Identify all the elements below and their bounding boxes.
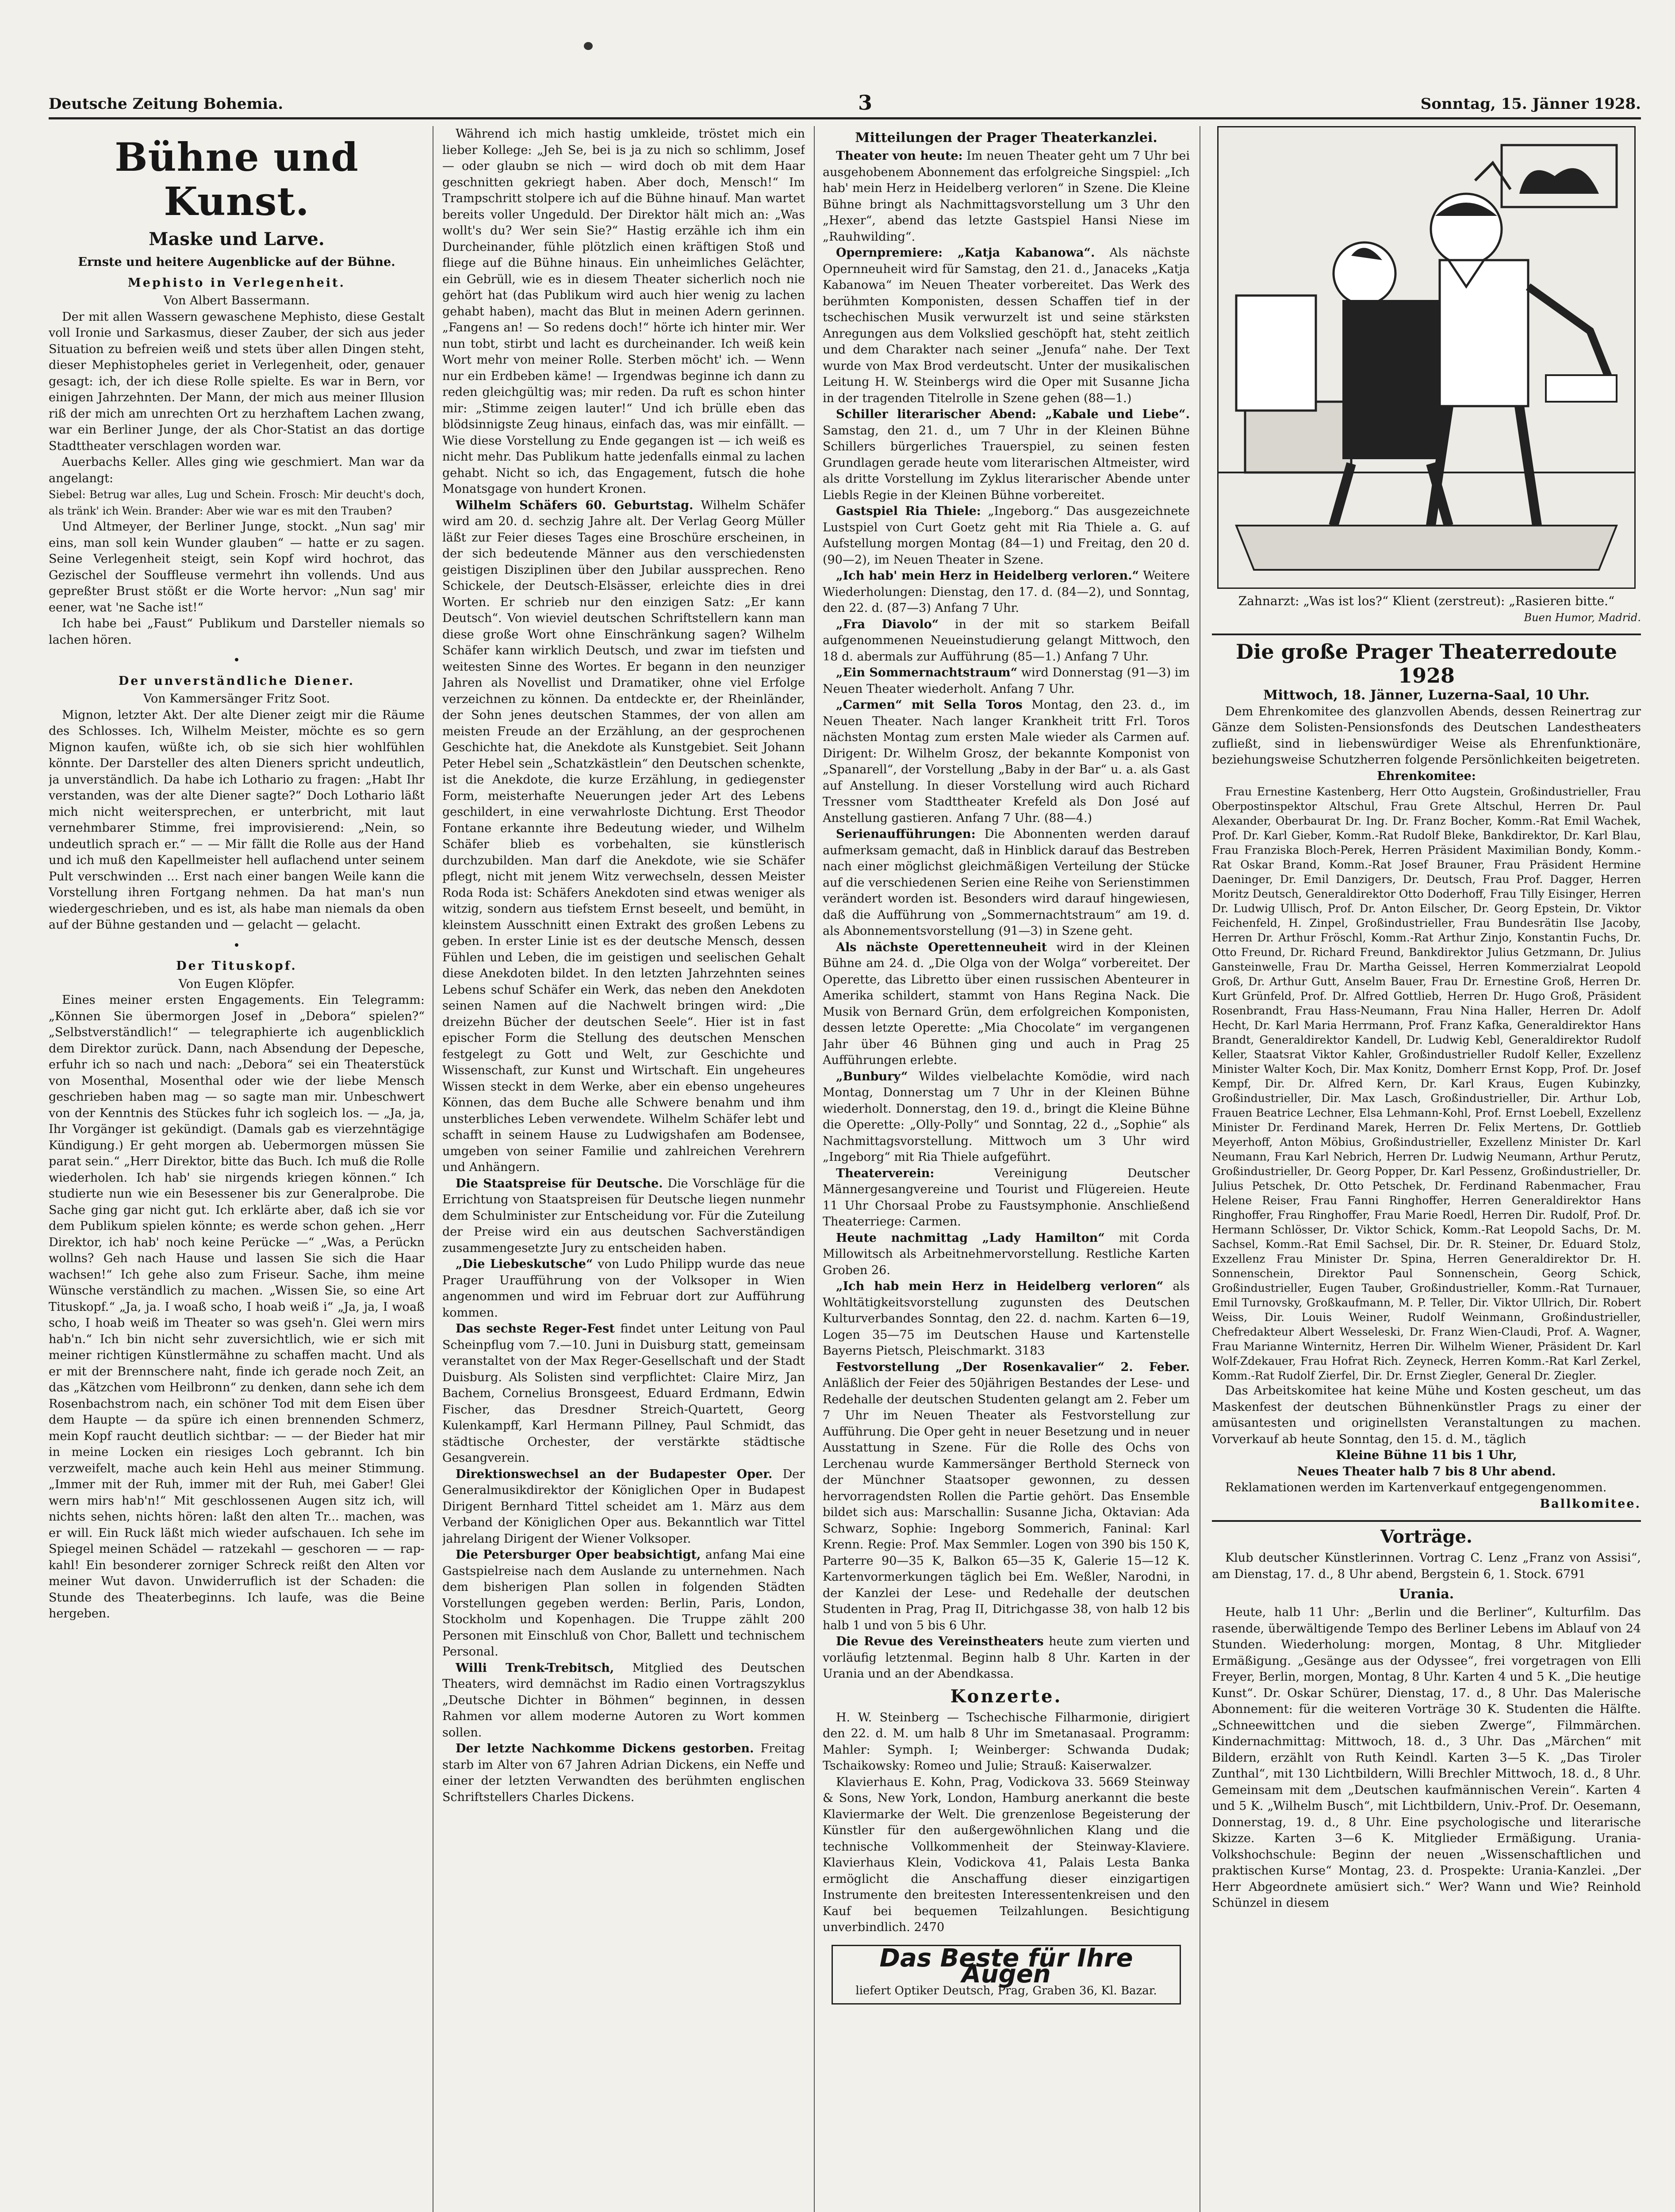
- committee-title: Ehrenkomitee:: [1377, 769, 1476, 783]
- item-text: Wilhelm Schäfer wird am 20. d. sechzig Jahre alt. Der Verlag Georg Müller läßt zur Feier dieses Tages eine Broschüre erscheinen, in der sich bedeutende Männer aus den verschiedensten geistigen Disziplinen über den Jubilar aussprechen. Reno Schickele, der Deutsch-Elsässer, erleichte dies in drei Worten. Er schrieb nur den einzigen Satz: „Er kann Deutsch“. Von wieviel deutschen Schriftstellern kann man diese große Wort ohne Einschränkung sagen? Wilhelm Schäfer kann wirklich Deutsch, und zwar im tiefsten und weitesten Sinne des Wortes. Er begann in den neunziger Jahren als Novellist und Dramatiker, ohne viel Erfolge verzeichnen zu können. Da entdeckte er, der Rheinländer, der Sohn jenes deutschen Stammes, der von allen am meisten Freude an der Erzählung, an der gesprochenen Geschichte hat, die Anekdote als Kunstgebiet. Seit Johann Peter Hebel sein „Schatzkästlein“ den Deutschen schenkte, ist die Anekdote, die kurze Erzählung, in gediegenster Form, meisterhafte Neuerungen jeder Art des Lebens geschildert, in eine verwahrloste Dichtung. Erst Theodor Fontane erkannte ihre Bedeutung wieder, und Wilhelm Schäfer blieb es vorbehalten, sie künstlerisch durchzubilden. Man darf die Anekdote, wie sie Schäfer pflegt, nicht mit jenem Witz verwechseln, dessen Meister Roda Roda ist: Schäfers Anekdoten sind etwas weniger als witzig, sondern aus tiefstem Ernst beseelt, und bemüht, in kleinstem Ausschnitt einen Extrakt des großen Lebens zu geben. In erster Linie ist es der deutsche Mensch, dessen Fühlen und Leben, die im geistigen und seelischen Gehalt diese Anekdoten bildet. In den letzten Jahrzehnten seines Lebens schuf Schäfer ein Werk, das neben den Anekdoten seinen Namen auf die Nachwelt bringen wird: „Die dreizehn Bücher der deutschen Seele“. Hier ist in fast epischer Form die Stellung des deutschen Menschen festgelegt zu Gott und Welt, zur Geschichte und Wissenschaft, zur Kunst und Wirtschaft. Ein ungeheures Wissen steckt in dem Werke, aber ein ebenso ungeheures Können, das dem Buche alle Schwere benahm und ihm unsterbliches Leben verwendete. Wilhelm Schäfer lebt und schafft in seinem Hause zu Ludwigshafen am Bodensee, umgeben von seiner Familie und zahlreichen Verehrern und Anhängern.: [442, 498, 805, 1174]
- notice-heading: Als nächste Operettenneuheit: [836, 940, 1047, 954]
- section-title: Bühne und Kunst.: [115, 134, 359, 224]
- concert-notice: H. W. Steinberg — Tschechische Filharmonie, dirigiert den 22. d. M. um halb 8 Uhr im Smetanasaal. Programm: Mahler: Symph. I; Weinberger: Schwanda Dudak; Tschaikowsky: Romeo und Julie; Strauß: Kaiserwalzer.: [823, 1710, 1190, 1773]
- notice-heading: Festvorstellung „Der Rosenkavalier“ 2. Feber.: [836, 1360, 1190, 1374]
- notice-heading: Schiller literarischer Abend: „Kabale und Liebe“.: [836, 407, 1190, 421]
- theater-notice: [823, 665, 1190, 697]
- urania-title: Urania.: [1399, 1586, 1454, 1602]
- separator: •: [233, 653, 240, 667]
- feature-title: Maske und Larve.: [149, 229, 325, 250]
- separator: •: [233, 938, 240, 952]
- concert-notice: Klavierhaus E. Kohn, Prag, Vodickova 33. 5669 Steinway & Sons, New York, London, Hamburg anerkannt die beste Klaviermarke der Welt. Die grenzenlose Begeisterung der Künstler für den außergewöhnlichen Klang und die technische Vollkommenheit der Steinway-Klaviere. Klavierhaus Klein, Vodickova 41, Palais Lesta Banka ermöglicht die Anschaffung dieser einzigartigen Instrumente den breitesten Interessentenkreisen und den Kauf bei bequemen Teilzahlungen. Besichtigung unverbindlich. 2470: [823, 1775, 1190, 1934]
- item-heading: Das sechste Reger-Fest: [456, 1322, 615, 1336]
- notice-text: als Wohltätigkeitsvorstellung zugunsten des Deutschen Kulturverbandes Sonntag, den 22. d. nachm. Karten 6—19, Logen 35—75 im Deutschen Hause und Kartenstelle Bayerns Pietsch, Pleischmarkt. 3183: [823, 1279, 1190, 1358]
- lecture-notice: Klub deutscher Künstlerinnen. Vortrag C. Lenz „Franz von Assisi“, am Dienstag, 17. d., 8 Uhr abend, Bergstein 6, 1. Stock. 6791: [1212, 1551, 1641, 1581]
- redoute-text: Dem Ehrenkomitee des glanzvollen Abends, dessen Reinertrag zur Gänze dem Solisten-Pensionsfonds des Deutschen Landestheaters zufließt, sind in liebenswürdiger Weise als Ehrenfunktionäre, beziehungsweise Schutzherren folgende Persönlichkeiten beigetreten.: [1212, 704, 1641, 767]
- newspaper-name: Deutsche Zeitung Bohemia.: [49, 95, 284, 113]
- story-text: Der mit allen Wassern gewaschene Mephisto, diese Gestalt voll Ironie und Sarkasmus, dieser Zauber, der sich aus jeder Situation zu befreien weiß und stets über allen Dingen steht, dieser Mephistopheles geriet in Verlegenheit, oder, genauer gesagt: ich, der ich diese Rolle spielte. Es war in Bern, vor einigen Jahrzehnten. Der Mann, der mich aus meiner Illusion riß der mich am unrechten Ort zu herzhaftem Lachen zwang, war ein Berliner Junge, der als Chor-Statist an das dortige Stadttheater verschlagen worden war.: [49, 310, 425, 453]
- notice-heading: Theater von heute:: [836, 149, 963, 163]
- feature-subtitle: Ernste und heitere Augenblicke auf der Bühne.: [78, 255, 395, 269]
- page-number: 3: [858, 91, 873, 115]
- story-text: Auerbachs Keller. Alles ging wie geschmiert. Man war da angelangt:: [49, 455, 425, 485]
- notice-heading: Die Revue des Vereinstheaters: [836, 1635, 1044, 1648]
- item-text: anfang Mai eine Gastspielreise nach dem Auslande zu unternehmen. Nach dem bisherigen Plan sollen in folgenden Städten Vorstellungen gegeben werden: Berlin, Paris, London, Stockholm und Kopenhagen. Die Truppe zählt 200 Personen mit Einschluß von Chor, Ballett und technischem Personal.: [442, 1548, 805, 1659]
- notice-text: Samstag, den 21. d., um 7 Uhr in der Kleinen Bühne Schillers bürgerliches Trauerspiel, zu seinen festen Grundlagen gerade heute vom literarischen Altmeister, wird als dritte Vorstellung im Zyklus literarischer Abende unter Liebls Regie in der Kleinen Bühne vorbereitet.: [823, 423, 1190, 502]
- theater-notice: [823, 148, 1190, 245]
- theater-notice: [823, 1230, 1190, 1279]
- notice-text: heute zum vierten und vorläufig letztenmal. Beginn halb 8 Uhr. Karten in der Urania und an der Abendkassa.: [823, 1635, 1190, 1681]
- story-title: Der Tituskopf.: [176, 959, 297, 973]
- cartoon-credit: Buen Humor, Madrid.: [1524, 611, 1641, 624]
- theater-notice: [823, 1166, 1190, 1230]
- redoute-hours: Kleine Bühne 11 bis 1 Uhr,: [1336, 1448, 1517, 1462]
- ad-text: liefert Optiker Deutsch, Prag, Graben 36, Kl. Bazar.: [855, 1984, 1157, 1997]
- notice-text: in der mit so starkem Beifall aufgenommenen Neueinstudierung gelangt Mittwoch, den 18 d. abermals zur Aufführung (85—1.) Anfang 7 Uhr.: [823, 617, 1190, 664]
- theater-notice: [823, 1279, 1190, 1359]
- notice-heading: „Ich hab mein Herz in Heidelberg verloren“: [836, 1279, 1164, 1293]
- story-author: Von Eugen Klöpfer.: [178, 977, 295, 991]
- story-text: Ich habe bei „Faust“ Publikum und Darsteller niemals so lachen hören.: [49, 617, 425, 647]
- story-verse: Siebel: Betrug war alles, Lug und Schein. Frosch: Mir deucht's doch, als tränk' ich Wein. Brander: Aber wie war es mit den Trauben?: [49, 488, 425, 517]
- notice-text: Anläßlich der Feier des 50jährigen Bestandes der Lese- und Redehalle der deutschen Studenten gelangt am 2. Feber um 7 Uhr im Neuen Theater als Festvorstellung zur Aufführung. Die Oper geht in neuer Besetzung und in neuer Ausstattung in Szene. Für die Rolle des Ochs von Lerchenau wurde Kammersänger Berthold Sterneck von der Münchner Staatsoper gewonnen, zu dessen hervorragendsten Rollen die Partie gehört. Das Ensemble bildet sich aus: Marschallin: Susanne Jicha, Oktavian: Ada Schwarz, Sophie: Ingeborg Sommerich, Faninal: Karl Krenn. Regie: Prof. Max Semmler. Logen von 390 bis 150 K, Parterre 90—35 K, Balkon 65—35 K, Galerie 15—12 K. Kartenvormerkungen täglich bei Em. Weßler, Narodni, in der Kanzlei der Lese- und Redehalle der deutschen Studenten in Prag, Prag II, Ditrichgasse 38, von halb 12 bis halb 1 und von 5 bis 6 Uhr.: [823, 1376, 1190, 1632]
- lectures-title: Vorträge.: [1380, 1526, 1472, 1547]
- story-author: Von Kammersänger Fritz Soot.: [143, 692, 330, 706]
- theater-notices: [823, 148, 1190, 1682]
- notice-heading: „Ich hab' mein Herz in Heidelberg verloren.“: [836, 569, 1139, 583]
- item-text: Der Generalmusikdirektor der Königlichen Oper in Budapest Dirigent Bernhard Tittel scheidet am 1. März aus dem Verband der Königlichen Oper aus. Bekanntlich war Tittel jahrelang Dirigent der Wiener Volksoper.: [442, 1467, 805, 1546]
- notice-text: wird in der Kleinen Bühne am 24. d. „Die Olga von der Wolga“ vorbereitet. Der Operette, das Libretto über einen russischen Abenteurer in Amerika schildert, stammt von Hans Regina Nack. Die Musik von Bernard Grün, dem erfolgreichen Komponisten, dessen letzte Operette: „Mia Chocolate“ im vergangenen Jahr über 46 Bühnen ging und auch in Prag 25 Aufführungen erlebte.: [823, 940, 1190, 1067]
- column-2: [442, 126, 805, 2212]
- notice-heading: Opernpremiere: „Katja Kabanowa“.: [836, 246, 1095, 260]
- notice-text: Als nächste Opernneuheit wird für Samstag, den 21. d., Janaceks „Katja Kabanowa“ im Neuen Theater vorbereitet. Das Werk des berühmten Komponisten, dessen Schaffen tief in der tschechischen Musik verwurzelt ist und seine stärksten Anregungen aus dem Volkslied geschöpft hat, steht zeitlich und dem Charakter nach seiner „Jenufa“ nahe. Der Text wurde von Max Brod verdeutscht. Unter der musikalischen Leitung H. W. Steinbergs wird die Oper mit Susanne Jicha in der tragenden Titelrolle in Szene gehen (88—1.): [823, 246, 1190, 405]
- item-heading: Willi Trenk-Trebitsch,: [456, 1661, 614, 1675]
- notice-text: wird Donnerstag (91—3) im Neuen Theater wiederholt. Anfang 7 Uhr.: [823, 666, 1190, 696]
- item-heading: Wilhelm Schäfers 60. Geburtstag.: [456, 498, 694, 512]
- story-continuation: Während ich mich hastig umkleide, tröstet mich ein lieber Kollege: „Jeh Se, bei is ja zu nich so schlimm, Josef — oder glaubn se nich — wird doch ob mit dem Haar geschnitten gekriegt haben. Aber doch, Mensch!“ Im Trampschritt stolpere ich auf die Bühne hinauf. Man wartet bereits voller Ungeduld. Der Direktor hält mich an: „Was wollt's du? Wer sein Sie?“ Hastig erzähle ich ihm ein Durcheinander, fühle plötzlich einen kräftigen Stoß und fliege auf die Bühne hinaus. Ein unheimliches Gelächter, ein Gebrüll, wie es in diesem Theater sicherlich noch nie gehört hat (das Publikum wird auch hier wenig zu lachen gehabt haben), macht das Blut in meinen Adern gerinnen. „Fangens an! — So redens doch!“ hörte ich hinter mir. Wer nun tobt, stirbt und lacht es durcheinander. Ich weiß kein Wort mehr von meiner Rolle. Sterben möcht' ich. — Wenn nur ein Erdbeben käme! — Irgendwas beginne ich dann zu reden gleichgültig was; mir reden. Da ruft es schon hinter mir: „Stimme zeigen lauter!“ Und ich brülle eben das blödsinnigste Zeug hinaus, einfach das, was mir einfällt. — Wie diese Vorstellung zu Ende gegangen ist — ich weiß es nicht mehr. Das Publikum hatte jedenfalls einmal zu lachen gehabt. Nicht so ich, das Engagement, futsch die hohe Monatsgage von hundert Kronen.: [442, 127, 805, 496]
- cartoon-caption: Zahnarzt: „Was ist los?“ Klient (zerstreut): „Rasieren bitte.“: [1238, 594, 1615, 608]
- notice-heading: „Bunbury“: [836, 1069, 908, 1083]
- item-text: Die Vorschläge für die Errichtung von Staatspreisen für Deutsche liegen nunmehr dem Schulminister zur Entscheidung vor. Für die Zuteilung der Preise wird ein aus deutschen Sachverständigen zusammengesetzte Jury zu entscheiden haben.: [442, 1176, 805, 1255]
- theater-notice: [823, 568, 1190, 617]
- column-3: [823, 126, 1190, 2212]
- redoute-subtitle: Mittwoch, 18. Jänner, Luzerna-Saal, 10 Uhr.: [1263, 687, 1590, 703]
- item-text: findet unter Leitung von Paul Scheinpflug vom 7.—10. Juni in Duisburg statt, gemeinsam veranstaltet von der Max Reger-Gesellschaft und der Stadt Duisburg. Als Solisten sind verpflichtet: Claire Mirz, Jan Bachem, Cornelius Bronsgeest, Eduard Erdmann, Edwin Fischer, das Dresdner Streich-Quartett, Georg Kulenkampff, Karl Hermann Pillney, Paul Schmidt, das städtische Orchester, der verstärkte städtische Gesangverein.: [442, 1322, 805, 1465]
- theater-notice: [823, 1359, 1190, 1634]
- story-text: Eines meiner ersten Engagements. Ein Telegramm: „Können Sie übermorgen Josef in „Debora“ spielen?“ „Selbstverständlich!“ — telegraphierte ich augenblicklich dem Direktor zurück. Dann, nach Absendung der Depesche, erfuhr ich so nach und nach: „Debora“ sei ein Theaterstück von Mosenthal, Mosenthal oder wie der liebe Mensch geschrieben haben mag — so sagte man mir. Unbeschwert von der Kenntnis des Stückes fuhr ich sogleich los. — „Ja, ja, Ihr Vorgänger ist gekündigt. (Damals gab es vierzehntägige Kündigung.) Er geht morgen ab. Uebermorgen müssen Sie parat sein.“ „Herr Direktor, bitte das Buch. Ich muß die Rolle wiederholen. Ich hab' sie nirgends kriegen können.“ Ich studierte nun wie ein Besessener bis zur Generalprobe. Die Sache ging gar nicht gut. Ich erklärte aber, daß ich sie vor dem Publikum spielen könnte; es werde schon gehen. „Herr Direktor, ich hab' noch keine Perücke —“ „Was, a Perückn wollns? Geh nach Hause und lassen Sie sich die Haar wachsen!“ Ich gehe also zum Friseur. Sache, ihm meine Wünsche verständlich zu machen. „Wissen Sie, so eine Art Tituskopf.“ „Ja, ja. I woaß scho, I hoab weiß i“ „Ja, ja, I woaß scho, I hoab weiß im Theater so was gseh'n. Glei wern mirs hab'n.“ Ich bin nicht sehr zuversichtlich, wie er sich mit meiner richtigen Künstlermähne zu schaffen macht. Und als er mit der Brennschere naht, finde ich gerade noch Zeit, an das „Kätzchen vom Heilbronn“ zu denken, dann sehe ich dem Rosenbachstrom nach, ein schöner Tod mit dem Eisen über dem Haupte — da spüre ich einen brennenden Schmerz, mein Kopf raucht deutlich sichtbar: — — der Bieder hat mir in meine Locken ein riesiges Loch gebrannt. Ich bin verzweifelt, mache auch kein Hehl aus meiner Stimmung. „Immer mit der Ruh, immer mit der Ruh, mei Gaber! Glei wern mirs hab'n!“ Mit geschlossenen Augen sitz ich, will nichts sehen, nichts hören: laßt den alten Tr... machen, was er will. Ein Ruck läßt mich wieder aufschauen. Ich sehe im Spiegel meinen Schädel — ratzekahl — geschoren — — rap-kahl! Ein besonderer zorniger Schreck reißt den Alten vor meiner Wut davon. Unwiderruflich ist der Schaden: die Stunde des Theaterbeginns. Ich laufe, was die Beine hergeben.: [49, 993, 425, 1621]
- item-text: von Ludo Philipp wurde das neue Prager Uraufführung von der Volksoper in Wien angenommen und wird im Februar dort zur Aufführung kommen.: [442, 1257, 805, 1320]
- notice-heading: Heute nachmittag „Lady Hamilton“: [836, 1231, 1105, 1245]
- notice-text: Weitere Wiederholungen: Dienstag, den 17. d. (84—2), und Sonntag, den 22. d. (87—3) Anfang 7 Uhr.: [823, 569, 1190, 615]
- theater-notice: [823, 617, 1190, 665]
- section-title: Mitteilungen der Prager Theaterkanzlei.: [855, 130, 1158, 146]
- item-text: Freitag starb im Alter von 67 Jahren Adrian Dickens, ein Neffe und einer der letzten Verwandten des berühmten englischen Schriftstellers Charles Dickens.: [442, 1742, 805, 1804]
- item-text: Mitglied des Deutschen Theaters, wird demnächst im Radio einen Vortragszyklus „Deutsche Dichter in Böhmen“ beginnen, in dessen Rahmen vor allem moderne Autoren zu Wort kommen sollen.: [442, 1661, 805, 1740]
- redoute-text: Reklamationen werden im Kartenverkauf entgegengenommen.: [1225, 1481, 1607, 1494]
- theater-notice: [823, 697, 1190, 826]
- dentist-cartoon-image: [1219, 127, 1634, 588]
- theater-notice: [823, 826, 1190, 940]
- notice-heading: „Carmen“ mit Sella Toros: [836, 698, 1023, 712]
- notice-heading: Serienaufführungen:: [836, 827, 976, 841]
- item-heading: Die Staatspreise für Deutsche.: [456, 1176, 663, 1190]
- theater-notice: [823, 1069, 1190, 1166]
- notice-heading: „Ein Sommernachtstraum“: [836, 666, 1018, 680]
- cartoon-illustration: [1217, 126, 1636, 589]
- item-heading: „Die Liebeskutsche“: [456, 1257, 593, 1271]
- story-title: Der unverständliche Diener.: [118, 674, 355, 688]
- notice-text: „Ingeborg.“ Das ausgezeichnete Lustspiel von Curt Goetz geht mit Ria Thiele a. G. auf Aufstellung morgen Montag (84—1) und Freitag, den 20 d. (90—2), im Neuen Theater in Szene.: [823, 504, 1190, 567]
- notice-text: mit Corda Millowitsch als Arbeitnehmervorstellung. Restliche Karten Groben 26.: [823, 1231, 1190, 1277]
- urania-notices: Heute, halb 11 Uhr: „Berlin und die Berliner“, Kulturfilm. Das rasende, überwältigende Tempo des Berliner Lebens im Ablauf von 24 Stunden. Wiederholung: morgen, Montag, 8 Uhr. Mitglieder Ermäßigung. „Gesänge aus der Odyssee“, frei vorgetragen von Elli Freyer, Berlin, morgen, Montag, 8 Uhr. Karten 4 und 5 K. „Die heutige Kunst“. Dr. Oskar Schürer, Dienstag, 17. d., 8 Uhr. Das Malerische Abonnement: für die weiteren Vorträge 30 K. Studenten die Hälfte. „Schneewittchen und die sieben Zwerge“, Filmmärchen. Kindernachmittag: Mittwoch, 18. d., 3 Uhr. Das „Märchen“ mit Bildern, erzählt von Ruth Keindl. Karten 3—5 K. „Das Tiroler Zunthal“, mit 130 Lichtbildern, Willi Brechler Mittwoch, 18. d., 8 Uhr. Gemeinsam mit dem „Deutschen kaufmännischen Verein“. Karten 4 und 5 K. „Wilhelm Busch“, mit Lichtbildern, Univ.-Prof. Dr. Oesemann, Donnerstag, 19. d., 8 Uhr. Eine psychologische und literarische Skizze. Karten 3—6 K. Mitglieder Ermäßigung. Urania-Volkshochschule: Beginn der neuen „Wissenschaftlichen und praktischen Kurse“ Montag, 23. d. Prospekte: Urania-Kanzlei. „Der Herr Abgeordnete amüsiert sich.“ Wer? Wann und Wie? Reinhold Schünzel in diesem: [1212, 1605, 1641, 1910]
- theater-notice: [823, 940, 1190, 1069]
- notice-text: Vereinigung Deutscher Männergesangvereine und Tourist und Flügereien. Heute 11 Uhr Chorsaal Probe zu Faustsymphonie. Anschließend Theaterriege: Carmen.: [823, 1166, 1190, 1229]
- issue-date: Sonntag, 15. Jänner 1928.: [1420, 95, 1641, 113]
- redoute-title: Die große Prager Theaterredoute 1928: [1235, 640, 1618, 687]
- theater-notice: [823, 503, 1190, 568]
- item-heading: Der letzte Nachkomme Dickens gestorben.: [456, 1742, 754, 1755]
- notice-heading: „Fra Diavolo“: [836, 617, 939, 631]
- ink-blot: [584, 42, 593, 50]
- item-heading: Direktionswechsel an der Budapester Oper.: [456, 1467, 773, 1481]
- theater-notice: [823, 407, 1190, 503]
- page-header: [49, 91, 1641, 119]
- column-4: [1212, 126, 1641, 2212]
- redoute-hours: Neues Theater halb 7 bis 8 Uhr abend.: [1297, 1464, 1556, 1479]
- redoute-text: Das Arbeitskomitee hat keine Mühe und Kosten gescheut, um das Maskenfest der deutschen Bühnenkünstler Prags zu einer der amüsantesten und originellsten Veranstaltungen zu machen. Vorverkauf ab heute Sonntag, den 15. d. M., täglich: [1212, 1384, 1641, 1446]
- divider: [1212, 1520, 1641, 1522]
- ad-title: Das Beste für Ihre Augen: [879, 1943, 1133, 1989]
- story-text: Und Altmeyer, der Berliner Junge, stockt. „Nun sag' mir eins, man soll kein Wunder glauben“ — hatte er zu sagen. Seine Verlegenheit steigt, sein Kopf wird hochrot, das Gezischel der Souffleuse vermehrt ihn vollends. Und aus gepreßter Brust stößt er die Worte hervor: „Nun sag' mir eener, wat 'ne Sache ist!“: [49, 520, 425, 614]
- optician-ad: [832, 1945, 1181, 2005]
- theater-notice: [823, 245, 1190, 407]
- item-heading: Die Petersburger Oper beabsichtigt,: [456, 1548, 701, 1562]
- notice-heading: Theaterverein:: [836, 1166, 935, 1180]
- column-1: [49, 126, 425, 2212]
- committee-list: Frau Ernestine Kastenberg, Herr Otto Augstein, Großindustrieller, Frau Oberpostinspektor Altschul, Frau Grete Altschul, Herren Dr. Paul Alexander, Oberbaurat Dr. Ing. Dr. Franz Bocher, Komm.-Rat Emil Wachek, Prof. Dr. Karl Gieber, Komm.-Rat Rudolf Bleke, Bankdirektor, Dr. Karl Blau, Frau Franziska Bloch-Perek, Herren Präsident Maximilian Bondy, Komm.-Rat Oskar Brand, Komm.-Rat Josef Brauner, Frau Präsident Hermine Daeninger, Dr. Emil Danzigers, Dr. Deutsch, Frau Prof. Dagger, Herren Moritz Deutsch, Generaldirektor Otto Doderhoff, Frau Tilly Eisinger, Herren Dr. Ludwig Ullisch, Prof. Dr. Anton Eilscher, Dr. Georg Epstein, Dr. Viktor Feichenfeld, H. Zinpel, Großindustrieller, Frau Bundesrätin Ilse Jacoby, Herren Dr. Arthur Fröschl, Komm.-Rat Arthur Zinjo, Konstantin Fuchs, Dr. Otto Freund, Dr. Richard Freund, Bankdirektor Julius Getzmann, Dr. Julius Gansteinwelle, Frau Dr. Martha Geissel, Herren Kommerzialrat Leopold Groß, Dr. Arthur Gutt, Anselm Bauer, Frau Dr. Ernestine Groß, Herren Dr. Kurt Grünfeld, Prof. Dr. Alfred Gottlieb, Herren Dr. Hugo Groß, Präsident Rosenbrandt, Frau Hass-Neumann, Frau Nina Haller, Herren Dr. Adolf Hecht, Dr. Karl Maria Herrmann, Prof. Franz Kafka, Generaldirektor Hans Brandt, Generaldirektor Kandell, Dr. Ludwig Kebl, Generaldirektor Rudolf Keller, Staatsrat Viktor Kahler, Großindustrieller Rudolf Keller, Exzellenz Minister Walter Koch, Dir. Max Konitz, Domherr Ernst Kopp, Prof. Dr. Josef Kempf, Dir. Dr. Alfred Kern, Dr. Karl Kraus, Eugen Kubinzky, Großindustrieller, Dir. Max Lasch, Großindustrieller, Dir. Arthur Lob, Frauen Beatrice Lechner, Elsa Lehmann-Kohl, Prof. Ernst Loebell, Exzellenz Minister Dr. Ferdinand Marek, Herren Dr. Felix Mertens, Dr. Gottlieb Meyerhoff, Anton Möbius, Großindustrieller, Exzellenz Minister Dr. Karl Neumann, Frau Karl Nebrich, Herren Dr. Ludwig Neumann, Arthur Perutz, Großindustrieller, Dr. Georg Popper, Dr. Karl Pessenz, Großindustrieller, Dr. Julius Petschek, Dr. Otto Petschek, Dr. Ferdinand Rabenmacher, Frau Helene Reiser, Frau Fanni Ringhoffer, Herren Generaldirektor Hans Ringhoffer, Frau Ringhoffer, Frau Marie Roedl, Herren Dir. Rudolf, Prof. Dr. Hermann Schlösser, Dr. Viktor Schick, Komm.-Rat Leopold Sachs, Dr. M. Sachsel, Komm.-Rat Emil Sachsel, Dir. Dr. R. Steiner, Dr. Eduard Stolz, Exzellenz Frau Minister Dr. Spina, Herren Generaldirektor Dr. H. Sonnenschein, Direktor Paul Sonnenschein, Georg Schick, Großindustrieller, Eugen Tauber, Großindustrieller, Komm.-Rat Turnauer, Emil Turnovsky, Großkaufmann, M. P. Teller, Dir. Viktor Ullrich, Dir. Robert Weiss, Dir. Louis Weiner, Rudolf Weinmann, Großindustrieller, Chefredakteur Albert Wesseleski, Dr. Franz Wien-Claudi, Prof. A. Wagner, Frau Marianne Winternitz, Herren Dir. Wilhelm Wiener, Präsident Dr. Karl Wolf-Zdekauer, Frau Hofrat Rich. Zeyneck, Herren Komm.-Rat Karl Zerkel, Komm.-Rat Rudolf Zierfel, Dir. Dr. Ernst Ziegler, General Dr. Ziegler.: [1212, 785, 1641, 1382]
- notice-text: Wildes vielbelachte Komödie, wird nach Montag, Donnerstag um 7 Uhr in der Kleinen Bühne wiederholt. Donnerstag, den 19. d., bringt die Kleine Bühne die Operette: „Olly-Polly“ und Sonntag, 22 d., „Sophie“ als Nachmittagsvorstellung. Mittwoch um 3 Uhr wird „Ingeborg“ mit Ria Thiele aufgeführt.: [823, 1069, 1190, 1164]
- theater-notice: [823, 1634, 1190, 1682]
- notice-text: Montag, den 23. d., im Neuen Theater. Nach langer Krankheit tritt Frl. Toros nächsten Montag zum ersten Male wieder als Carmen auf. Dirigent: Dr. Wilhelm Grosz, der bekannte Komponist von „Spanarell“, der Vorstellung „Baby in der Bar“ u. a. als Gast auf Anstellung. In dieser Vorstellung wird auch Richard Tressner vom Stadttheater Krefeld als Don José auf Anstellung gastieren. Anfang 7 Uhr. (88—4.): [823, 698, 1190, 825]
- notice-text: Im neuen Theater geht um 7 Uhr bei ausgehobenem Abonnement das erfolgreiche Singspiel: „Ich hab' mein Herz in Heidelberg verloren“ in Szene. Die Kleine Bühne bringt als Nachmittagsvorstellung um 3 Uhr den „Hexer“, abend das letzte Gastspiel Hansi Niese im „Rauhwilding“.: [823, 149, 1190, 244]
- column-rule: [814, 126, 815, 2212]
- redoute-signature: Ballkomitee.: [1540, 1497, 1641, 1511]
- notice-heading: Gastspiel Ria Thiele:: [836, 504, 981, 518]
- divider: [1212, 634, 1641, 635]
- story-title: Mephisto in Verlegenheit.: [127, 276, 346, 290]
- concerts-title: Konzerte.: [950, 1686, 1062, 1707]
- story-author: Von Albert Bassermann.: [163, 294, 310, 307]
- notice-text: Die Abonnenten werden darauf aufmerksam gemacht, daß in Hinblick darauf das Bestreben nach einer möglichst gleichmäßigen Verteilung der Stücke auf die verschiedenen Serien eine Reihe von Serienstimmen verändert worden ist. Besonders wird darauf hingewiesen, daß die Aufführung von „Sommernachtstraum“ am 19. d. als Abonnementsvorstellung (91—3) in Szene geht.: [823, 827, 1190, 938]
- story-text: Mignon, letzter Akt. Der alte Diener zeigt mir die Räume des Schlosses. Ich, Wilhelm Meister, möchte es so gern Mignon kaufen, wüßte ich, ob sie sich hier wohlfühlen könnte. Der Darsteller des alten Dieners spricht undeutlich, ja unverständlich. Da habe ich Lothario zu fragen: „Habt Ihr verstanden, was der alte Diener sagte?“ Doch Lothario läßt mich nicht weitersprechen, er unterbricht, mit laut vernehmbarer Stimme, frei improvisierend: „Nein, so undeutlich sprach er.“ — — Mir fällt die Rolle aus der Hand und ich muß den Kapellmeister hell auflachend unter seinem Pult verschwinden ... Erst nach einer bangen Weile kann die Vorstellung ihren Fortgang nehmen. Da hat man's nun wiedergeschrieben, und es ist, als habe man niemals da oben auf der Bühne gestanden und — gelacht — gelacht.: [49, 708, 425, 932]
